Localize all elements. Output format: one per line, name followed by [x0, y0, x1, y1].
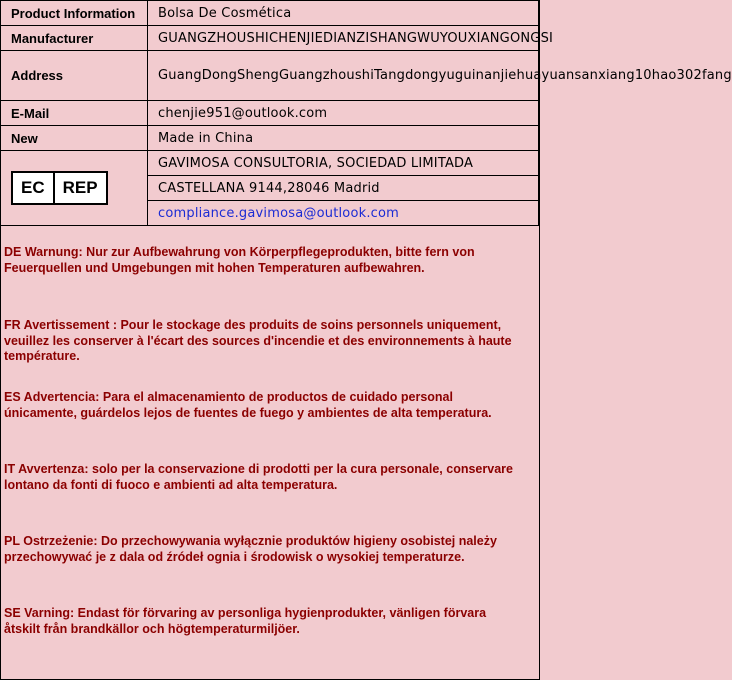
- warning-pl: PL Ostrzeżenie: Do przechowywania wyłącznie produktów higieny osobistej należy przechowywać je z dala od źródeł ognia i środowisk o wysokiej temperaturze.: [4, 534, 497, 564]
- ec-rep-cell: [1, 151, 148, 226]
- new-value: Made in China: [148, 126, 539, 151]
- new-label: New: [1, 126, 148, 151]
- rep-email-link[interactable]: compliance.gavimosa@outlook.com: [158, 205, 400, 221]
- warning-es: ES Advertencia: Para el almacenamiento de productos de cuidado personal únicamente, guárdelos lejos de fuentes de fuego y ambientes de alta temperatura.: [4, 390, 492, 420]
- rep-company: GAVIMOSA CONSULTORIA, SOCIEDAD LIMITADA: [148, 151, 539, 176]
- warning-se: SE Varning: Endast för förvaring av personliga hygienprodukter, vänligen förvara åtskilt från brandkällor och högtemperaturmiljöer.: [4, 606, 487, 636]
- row-new: [1, 126, 539, 151]
- row-email: [1, 101, 539, 126]
- ec-text: EC: [21, 178, 45, 197]
- row-manufacturer: [1, 26, 539, 51]
- email-label: E-Mail: [1, 101, 148, 126]
- rep-text: REP: [53, 173, 106, 203]
- rep-address: CASTELLANA 9144,28046 Madrid: [148, 176, 539, 201]
- row-rep-company: [1, 151, 539, 176]
- row-address: [1, 51, 539, 101]
- manufacturer-value: GUANGZHOUSHICHENJIEDIANZISHANGWUYOUXIANGONGSI: [148, 26, 539, 51]
- product-info-table: [0, 0, 732, 226]
- ec-rep-symbol: [11, 171, 108, 205]
- warning-fr: FR Avertissement : Pour le stockage des produits de soins personnels uniquement, veuillez les conserver à l'écart des sources d'incendie et des environnements à haute température.: [4, 318, 512, 363]
- manufacturer-label: Manufacturer: [1, 26, 148, 51]
- rep-email-cell: [148, 201, 539, 226]
- address-label: Address: [1, 51, 148, 101]
- product-value: Bolsa De Cosmética: [148, 1, 539, 26]
- warning-de: DE Warnung: Nur zur Aufbewahrung von Körperpflegeprodukten, bitte fern von Feuerquellen und Umgebungen mit hohen Temperaturen aufbewahren.: [4, 245, 475, 275]
- product-label: Product Information: [1, 1, 148, 26]
- address-value: GuangDongShengGuangzhoushiTangdongyuguinanjiehuayuansanxiang10hao302fang: [148, 51, 539, 101]
- warning-it: IT Avvertenza: solo per la conservazione di prodotti per la cura personale, conservare lontano da fonti di fuoco e ambienti ad alta temperatura.: [4, 462, 513, 492]
- email-value: chenjie951@outlook.com: [148, 101, 539, 126]
- row-product: [1, 1, 539, 26]
